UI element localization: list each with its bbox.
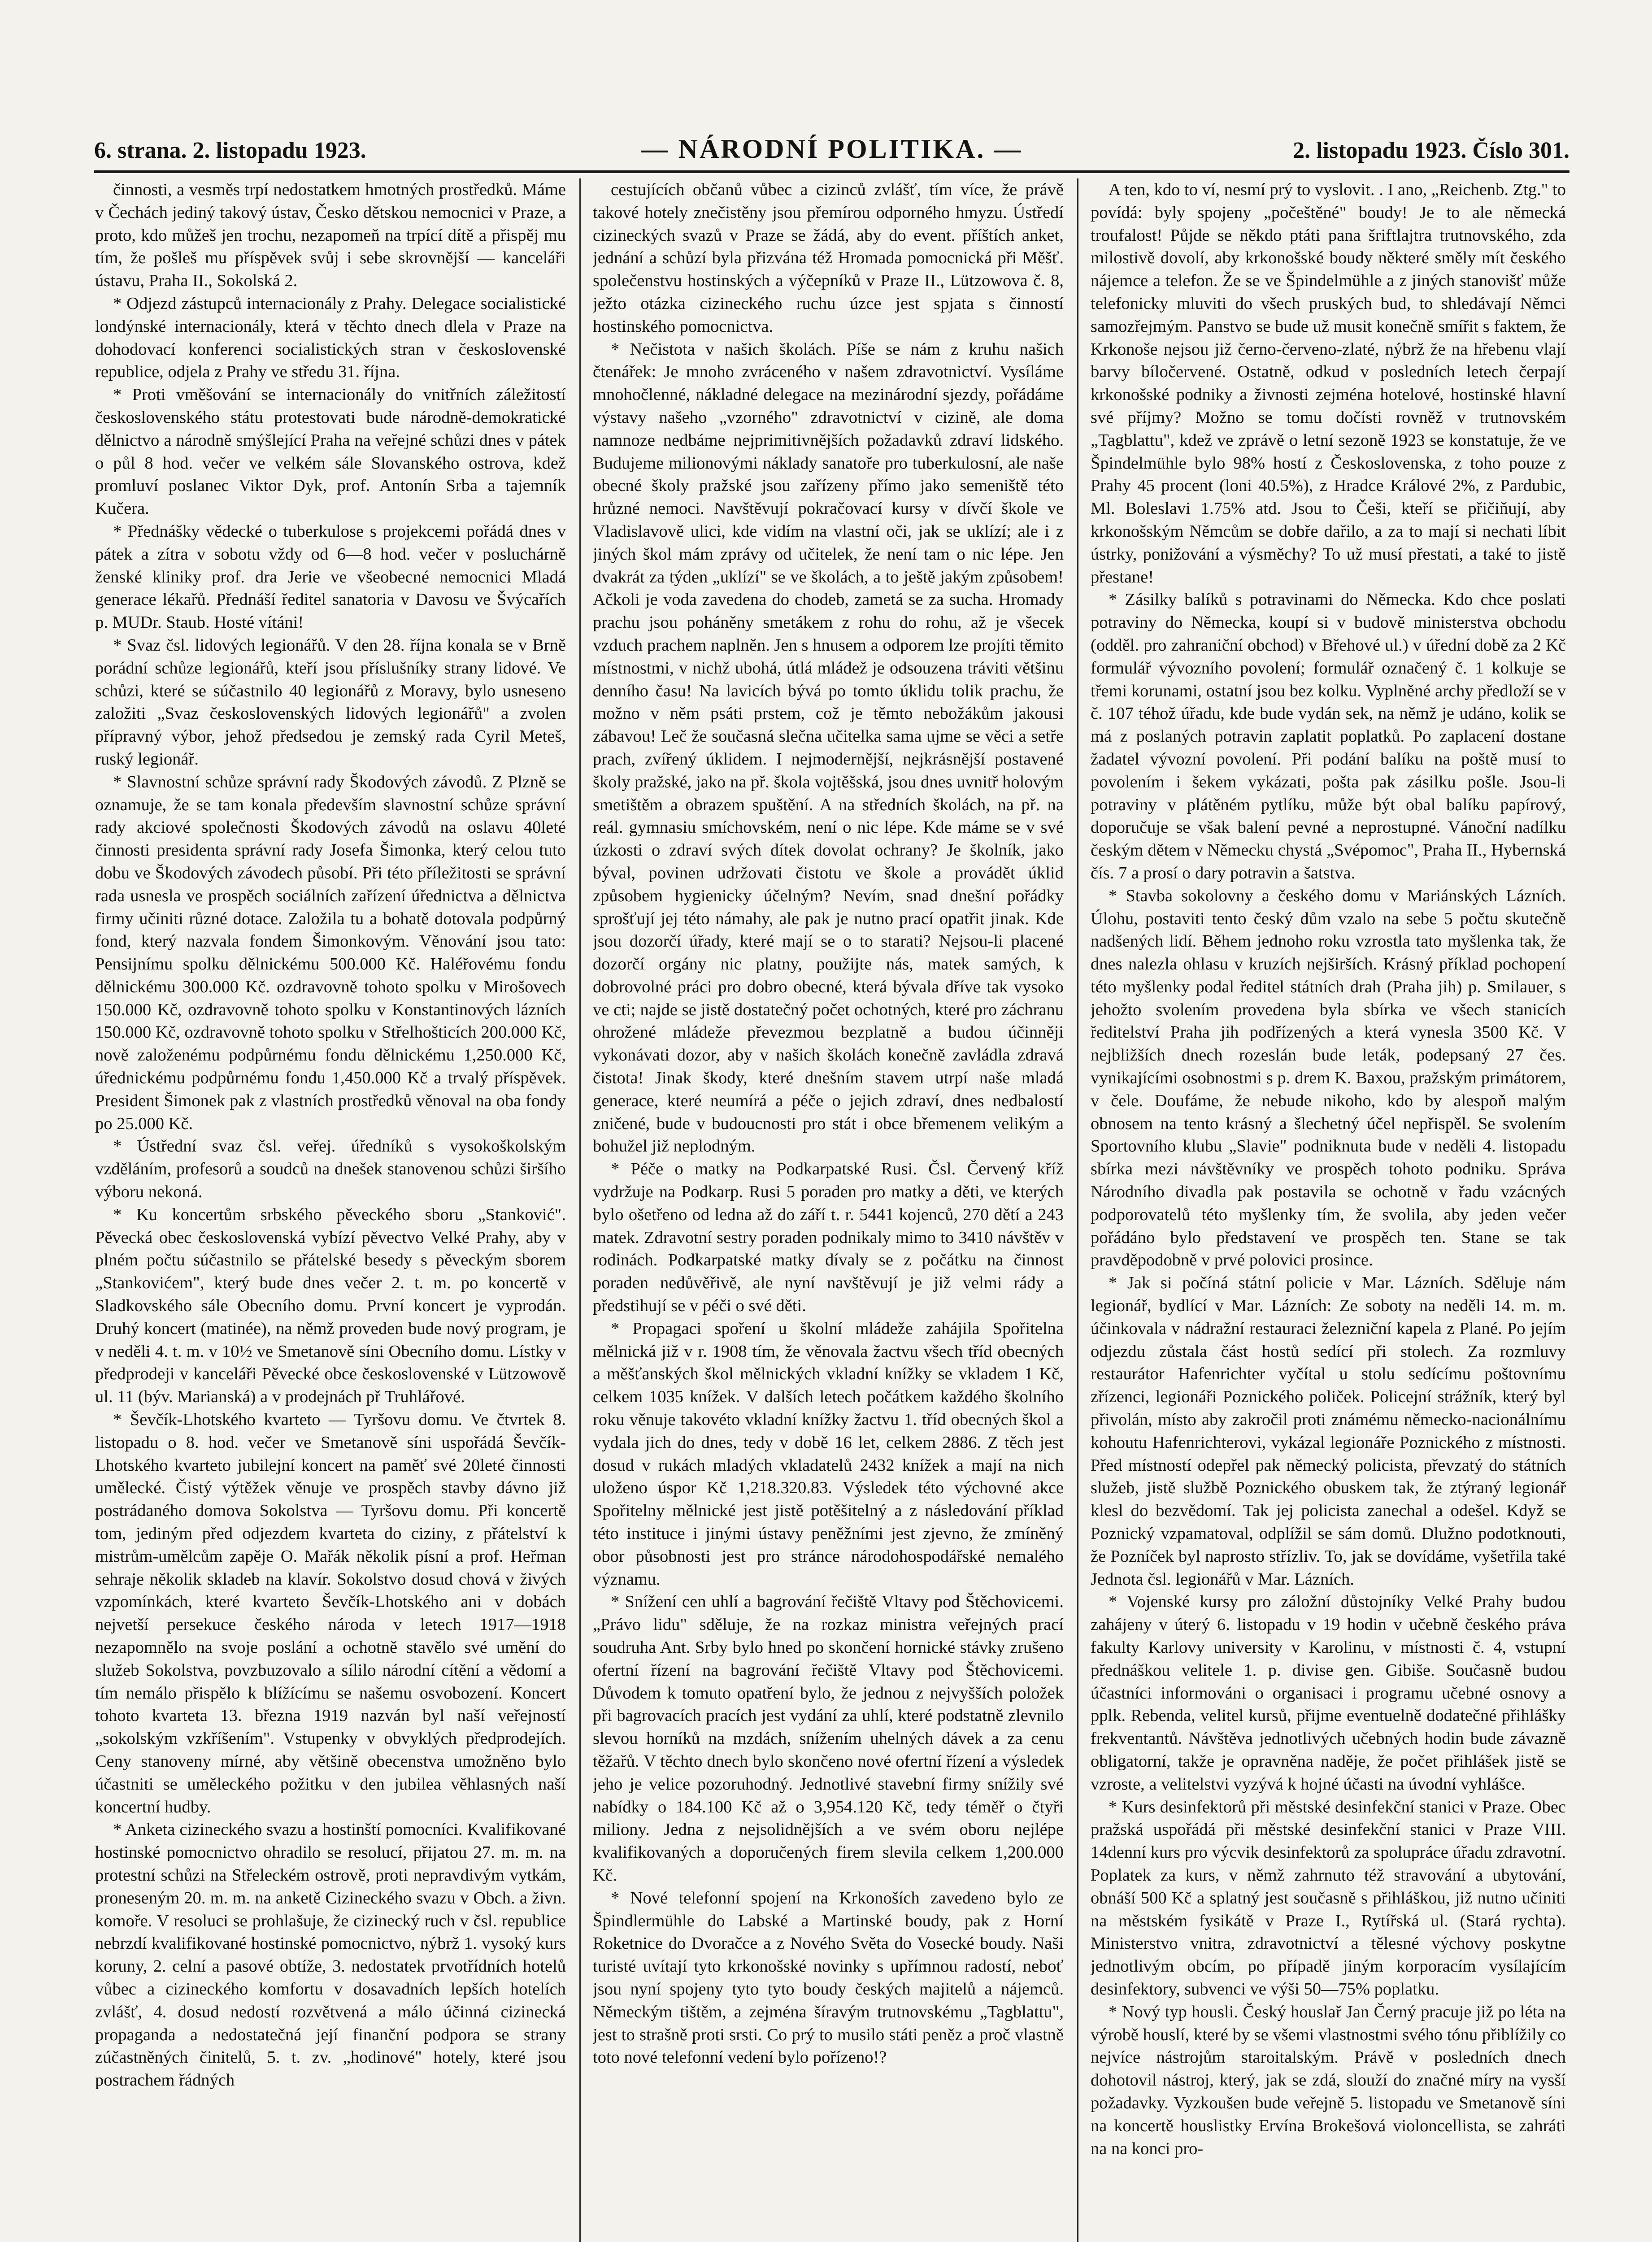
header-rule (94, 170, 1569, 173)
article-paragraph: * Ku koncertům srbského pěveckého sboru „Stanković". Pěvecká obec československá vybízí pěvectvo Velké Prahy, aby v plném počtu súčastnilo se přátelské besedy s pěveckým sborem „Stankovićem", který bude dnes večer 2. t. m. po koncertě v Sladkovského sále Obecního domu. První koncert je vyprodán. Druhý koncert (matinée), na němž proveden bude nový program, je v neděli 4. t. m. v 10½ ve Smetanově síni Obecního domu. Lístky v předprodeji v kanceláři Pěvecké obce československé v Lützowově ul. 11 (býv. Marianská) a v prodejnách př Truhlářové. (95, 1205, 566, 1407)
article-paragraph: * Snížení cen uhlí a bagrování řečiště Vltavy pod Štěchovicemi. „Právo lidu" sděluje, že na rozkaz ministra veřejných prací soudruha Ant. Srby bylo hned po skončení hornické stávky zrušeno ofertní řízení na bagrování řečiště Vltavy pod Štěchovicemi. Důvodem k tomuto opatření bylo, že jednou z nejvyšších položek při bagrovacích pracích jest vydání za uhlí, které podstatně zlevnilo slevou horníků na mzdách, snížením uhelných dávek a za cenu těžařů. V těchto dnech bylo skončeno nové ofertní řízení a výsledek jeho je velice pozoruhodný. Jednotlivé stavební firmy snížily své nabídky o 184.100 Kč až o 3,954.120 Kč, tedy téměř o čtyři miliony. Jedna z nejsolidnějších a ve svém oboru nejlépe kvalifikovaných a doporučených firem slevila celkem 1,200.000 Kč. (593, 1592, 1064, 1885)
article-paragraph: * Slavnostní schůze správní rady Škodových závodů. Z Plzně se oznamuje, že se tam konala především slavnostní schůze správní rady akciové společnosti Škodových závodů na oslavu 40leté činnosti presidenta správní rady Josefa Šimonka, který celou tuto dobu ve Škodových závodech působí. Při této příležitosti se správní rada usnesla ve prospěch sociálních zařízení úřednictva a dělnictva firmy učiniti různé dotace. Založila tu a bohatě dotovala podpůrný fond, který nazvala fondem Šimonkovým. Věnování jsou tato: Pensijnímu spolku dělnickému 500.000 Kč. Haléřovému fondu dělnickému 300.000 Kč. ozdravovně tohoto spolku v Mirošovech 150.000 Kč, ozdravovně tohoto spolku v Konstantinových lázních 150.000 Kč, ozdravovně tohoto spolku v Střelhošticích 200.000 Kč, nově založenému podpůrnému fondu dělnickému 1,250.000 Kč, úřednickému podpůrnému fondu 1,450.000 Kč a trvalý příspěvek. President Šimonek pak z vlastních prostředků věnoval na oba fondy po 25.000 Kč. (95, 772, 566, 1133)
header-page-date: 6. strana. 2. listopadu 1923. (94, 138, 366, 163)
article-paragraph: cestujících občanů vůbec a cizinců zvlášť, tím více, že právě takové hotely znečistěny jsou přemírou odporného hmyzu. Ústředí cizineckých svazů v Praze se žádá, aby do event. příštích anket, jednání a schůzí byla přizvána též Hromada pomocnická při Měšť. společenstvu hostinských a výčepníků v Praze II., Lützowova č. 8, ježto otázka cizineckého ruchu úzce jest spjata s činností hostinského pomocnictva. (593, 180, 1064, 336)
article-paragraph: * Anketa cizineckého svazu a hostinští pomocníci. Kvalifikované hostinské pomocnictvo ohradilo se resolucí, přijatou 27. m. m. na protestní schůzi na Střeleckém ostrově, proti nepravdivým vytkám, proneseným 20. m. m. na anketě Cizineckého svazu v Obch. a živn. komoře. V resoluci se prohlašuje, že cizinecký ruch v čsl. republice nebrzdí kvalifikované hostinské pomocnictvo, nýbrž 1. vysoký kurs koruny, 2. celní a pasové obtíže, 3. nedostatek prvotřídních hotelů vůbec a cizineckého komfortu v dosavadních lepších hotelích zvlášť, 4. dosud nedostí rozvětvená a málo účinná cizinecká propaganda a nedostatečná její finanční podpora se strany zúčastněných činitelů, 5. t. zv. „hodinové" hotely, které jsou postrachem řádných (95, 1820, 566, 2090)
article-paragraph: činnosti, a vesměs trpí nedostatkem hmotných prostředků. Máme v Čechách jediný takový ústav, Česko dětskou nemocnici v Praze, a proto, kdo můžeš jen trochu, nezapomeň na trpící dítě a přispěj mu tím, že pošleš mu příspěvek svůj i sebe skrovnější — kanceláři ústavu, Praha II., Sokolská 2. (95, 180, 566, 291)
newspaper-title: — NÁRODNÍ POLITIKA. — (641, 134, 1023, 164)
article-paragraph: * Zásilky balíků s potravinami do Německa. Kdo chce poslati potraviny do Německa, koupí si v budově ministerstva obchodu (odděl. pro zahraniční obchod) v Břehové ul.) v úřední době za 2 Kč formulář vývozního povolení; formulář označený č. 1 kolkuje se třemi korunami, ostatní jsou bez kolku. Vyplněné archy předloží se v č. 107 téhož úřadu, kde bude vydán sek, na němž je udáno, kolik se má z poslaných potravin zaplatit poplatků. Po zaplacení dostane žadatel vývozní povolení. Při podání balíku na poště musí to povolením i šekem vykázati, pošta pak zásilku pošle. Jsou-li potraviny v plátěném pytlíku, může být obal balíku papírový, doporučuje se však balení pevné a neprostupné. Vánoční nadílku českým dětem v Německu chystá „Svépomoc", Praha II., Hybernská čís. 7 a prosí o dary potravin a šatstva. (1091, 590, 1566, 882)
column-3 (1091, 178, 1566, 2242)
article-paragraph: * Nové telefonní spojení na Krkonoších zavedeno bylo ze Špindlermühle do Labské a Martinské boudy, pak z Horní Roketnice do Dvoračce a z Nového Světa do Vosecké boudy. Naši turisté uvítají tyto krkonošské novinky s upřímnou radostí, neboť jsou nyní spojeny tyto tyto boudy českých majitelů a nájemců. Německým tištěm, a zejména šíravým trutnovskému „Tagblattu", jest to strašně proti srsti. Co prý to musilo státi peněz a proč vlastně toto nové telefonní vedení bylo pořízeno!? (593, 1888, 1064, 2067)
article-paragraph: * Jak si počíná státní policie v Mar. Lázních. Sděluje nám legionář, bydlící v Mar. Lázních: Ze soboty na neděli 14. m. m. účinkovala v nádražní restauraci železniční kapela z Plané. Po jejím odjezdu zůstala část hostů sedící při stolech. Za rozmluvy restaurátor Hafenrichter vyčítal u stolu sedícímu poštovnímu zřízenci, legionáři Poznického poliček. Policejní strážník, který byl přivolán, místo aby zakročil proti známému německo-nacionálnímu kohoutu Hafenrichterovi, vykázal legionáře Poznického z místnosti. Před místností odepřel pak německý policista, převzatý do státních služeb, jistě službě Poznického obuskem tak, že ztýraný legionář klesl do bezvědomí. Tak jej policista zanechal a odešel. Když se Poznický vzpamatoval, odplížil se sám domů. Dlužno podotknouti, že Pozníček byl naprosto střízliv. To, jak se dovídáme, vyšetřila také Jednota čsl. legionářů v Mar. Lázních. (1091, 1273, 1566, 1589)
article-paragraph: * Ševčík-Lhotského kvarteto — Tyršovu domu. Ve čtvrtek 8. listopadu o 8. hod. večer ve Smetanově síni uspořádá Ševčík-Lhotského kvarteto jubilejní koncert na paměť své 20leté činnosti umělecké. Čistý výtěžek věnuje ve prospěch stavby dávno již postrádaného domova Sokolstva — Tyršovu domu. Při koncertě tom, jediným před odjezdem kvarteta do ciziny, z přátelství k mistrům-umělcům zapěje O. Mařák několik písní a prof. Heřman sehraje několik skladeb na klavír. Sokolstvo dosud chová v živých vzpomínkách, které kvarteto Ševčík-Lhotského ani v dobách nejvetší persekuce českého národa v letech 1917—1918 nezapomnělo na svoje poslání a ochotně stavělo své umění do služeb Sokolstva, povzbuzovalo a sílilo národní cítění a vědomí a tím nemálo přispělo k blížícímu se našemu osvobození. Koncert tohoto kvarteta 13. března 1919 nazván byl naší veřejností „sokolským vzkříšením". Vstupenky v obvyklých předprodejích. Ceny stanoveny mírné, aby většině obecenstva umožněno bylo účastniti se uměleckého požitku v den jubilea věhlasných naší koncertní hudby. (95, 1410, 566, 1816)
article-paragraph: * Péče o matky na Podkarpatské Rusi. Čsl. Červený kříž vydržuje na Podkarp. Rusi 5 poraden pro matky a děti, ve kterých bylo ošetřeno od ledna až do září t. r. 5441 kojenců, 270 dětí a 243 matek. Zdravotní sestry poraden podnikaly mimo to 3410 návštěv v rodinách. Podkarpatské matky dívaly se z počátku na činnost poraden nedůvěřivě, ale nyní navštěvují je již velmi rády a předstihují se v péči o své děti. (593, 1160, 1064, 1316)
article-paragraph: A ten, kdo to ví, nesmí prý to vyslovit. . I ano, „Reichenb. Ztg." to povídá: byly spojeny „počeštěné" boudy! Je to ale německá troufalost! Půjde se někdo ptáti pana šriftlajtra trutnovského, zda milostivě dovolí, aby krkonošské boudy některé směly mít českého nájemce a telefon. Že se ve Špindelmühle a z jiných stanovišť může telefonicky mluviti do všech pruských bud, to shledávají Němci samozřejmým. Panstvo se bude už musit konečně smířit s faktem, že Krkonoše nejsou již černo-červeno-zlaté, nýbrž že na hřebenu vlají barvy bíločervené. Ostatně, odkud v posledních letech čerpají krkonošské podniky a živnosti zejména hotelové, hostinské hlavní své příjmy? Možno se tomu dočísti rovněž v trutnovském „Tagblattu", kdež ve zprávě o letní sezoně 1923 se konstatuje, že ve Špindelmühle bylo 98% hostí z Československa, z toho pouze z Prahy 45 procent (loni 40.5%), z Hradce Králové 2%, z Pardubic, Ml. Boleslavi 1.75% atd. Jsou to Češi, kteří se přičiňují, aby krkonošským Němcům se dobře dařilo, a za to mají si nechati líbit ústrky, ponižování a výsměchy? To už musí přestati, a také to jistě přestane! (1091, 180, 1566, 587)
article-paragraph: * Kurs desinfektorů při městské desinfekční stanici v Praze. Obec pražská uspořádá při městské desinfekční stanici v Praze VIII. 14denní kurs pro výcvik desinfektorů za spolupráce úřadu zdravotní. Poplatek za kurs, v němž zahrnuto též stravování a ubytování, obnáší 500 Kč a splatný jest současně s přihláškou, již nutno učiniti na městském fysikátě v Praze I., Rytířská ul. (Stará rychta). Ministerstvo vnitra, zdravotnictví a tělesné výchovy poskytne jednotlivým obcím, po případě jiným korporacím vysílajícím desinfektory, subvenci ve výši 50—75% poplatku. (1091, 1797, 1566, 1999)
page-header (94, 134, 1569, 166)
header-date-issue: 2. listopadu 1923. Číslo 301. (1293, 138, 1569, 163)
article-paragraph: * Propagaci spoření u školní mládeže zahájila Spořitelna mělnická již v r. 1908 tím, že věnovala žactvu všech tříd obecných a měšťanských škol mělnických vkladní knížky se vkladem 1 Kč, celkem 1035 knížek. V dalších letech počátkem každého školního roku věnuje takovéto vkladní knížky žactvu 1. tříd obecných škol a vydala jich do dnes, tedy v době 16 let, celkem 2886. Z těch jest dosud v rukách mladých vkladatelů 2432 knížek a mají na nich uloženo úspor Kč 1,218.320.83. Výsledek této výchovné akce Spořitelny mělnické jest jistě potěšitelný a z následování příklad této instituce i jinými ústavy peněžními jest zjevno, že zmíněný obor působnosti jest pro stránce národohospodářské nemalého významu. (593, 1319, 1064, 1589)
article-paragraph: * Nový typ housli. Český houslař Jan Černý pracuje již po léta na výrobě houslí, které by se všemi vlastnostmi svého tónu přiblížily co nejvíce nástrojům staroitalským. Právě v posledních dnech dohotovil nástroj, který, jak se zdá, slouží do značné míry na vysší požadavky. Vyzkoušen bude veřejně 5. listopadu ve Smetanově síni na koncertě houslistky Ervína Brokešová violoncellista, se zahráti na na konci pro- (1091, 2002, 1566, 2158)
article-paragraph: * Vojenské kursy pro záložní důstojníky Velké Prahy budou zahájeny v úterý 6. listopadu v 19 hodin v učebně českého práva fakulty Karlovy university v Karolinu, v místnosti č. 4, vstupní přednáškou velitele 1. p. divise gen. Gibiše. Současně budou účastníci informováni o organisaci i programu učebné osnovy a pplk. Rebenda, velitel kursů, přijme eventuelně dodatečné přihlášky frekventantů. Návštěva jednotlivých učebných hodin bude závazně obligatorní, takže je opravněna naděje, že počet přihlášek jistě se vzroste, a velitelstvi vyzývá k hojné účasti na úvodní vyhlášce. (1091, 1592, 1566, 1794)
article-paragraph: * Stavba sokolovny a českého domu v Mariánských Lázních. Úlohu, postaviti tento český dům vzalo na sebe 5 počtu skutečně nadšených lidí. Během jednoho roku vzrostla tato myšlenka tak, že dnes nalezla ohlasu v kruzích nejširších. Krásný příklad pochopení této myšlenky podal ředitel státních drah (Praha jih) p. Smilauer, s jehožto svolením provedena byla sbírka ve všech stanicích ředitelství Praha jih podřízených a která vynesla 3500 Kč. V nejbližších dnech rozeslán bude leták, podepsaný 27 čes. vynikajícími osobnostmi s p. drem K. Baxou, pražským primátorem, v čele. Doufáme, že nebude nikoho, kdo by alespoň malým obnosem na tento krásný a šlechetný účel nepřispěl. Se svolením Sportovního klubu „Slavie" podniknuta bude v neděli 4. listopadu sbírka mezi návštěvníky ve prospěch tohoto podniku. Správa Národního divadla pak postavila se ochotně v řadu vzácných podporovatelů této myšlenky tím, že svolila, aby jeden večer pořádáno bylo představení ve prospěch ten. Stane se tak pravděpodobně v prvé polovici prosince. (1091, 886, 1566, 1270)
article-paragraph: * Odjezd zástupců internacionály z Prahy. Delegace socialistické londýnské internacionály, která v těchto dnech dlela v Praze na dohodovací konferenci socialistických stran v československé republice, odjela z Prahy ve středu 31. října. (95, 294, 566, 382)
article-paragraph: * Ústřední svaz čsl. veřej. úředníků s vysokoškolským vzděláním, profesorů a soudců na dnešek stanovenou schůzi širšího výboru nekoná. (95, 1137, 566, 1202)
column-divider (579, 178, 581, 2242)
column-divider (1077, 178, 1078, 2242)
column-2 (593, 178, 1064, 2242)
article-paragraph: * Svaz čsl. lidových legionářů. V den 28. října konala se v Brně porádní schůze legionářů, kteří jsou příslušníky strany lidové. Ve schůzi, které se súčastnilo 40 legionářů z Moravy, bylo usneseno založiti „Svaz československých lidových legionářů" a zvolen přípravný výbor, jehož předsedou je zemský rada Cyril Meteš, ruský legionář. (95, 635, 566, 769)
article-paragraph: * Nečistota v našich školách. Píše se nám z kruhu našich čtenářek: Je mnoho zvráceného v našem zdravotnictví. Vysíláme mnohočlenné, nákladné delegace na mezinárodní sjezdy, pořádáme výstavy našeho „vzorného" zdravotnictví v cizině, ale doma namnoze nedbáme nejprimitivnějších požadavků zdraví lidského. Budujeme milionovými náklady sanatoře pro tuberkulosní, ale naše obecné školy pražské jsou zařízeny přímo jako semeniště této hrůzné nemoci. Navštěvují pokračovací kursy v dívčí škole ve Vladislavově ulici, kde vidím na vlastní oči, jak se uklízí; ale i z jiných škol mám zprávy od učitelek, že není tam o nic lépe. Jen dvakrát za týden „uklízí" se ve školách, a to ještě jakým způsobem! Ačkoli je voda zavedena do chodeb, zametá se za sucha. Hromady prachu jsou poháněny smetákem z rohu do rohu, až je všecek vzduch prachem naplněn. Jen s hnusem a odporem lze projíti těmito místnostmi, v nichž ubohá, útlá mládež je odsouzena tráviti většinu denního času! Na lavicích bývá po tomto úklidu tolik prachu, že možno v něm psáti prstem, což je těmto nebožákům jakousi zábavou! Leč že současná slečna učitelka sama ujme se věci a setře prach, zvířený úklidem. I nejmodernější, nejkrásnější postavené školy pražské, jako na př. škola vojtěšská, jsou dnes uvnitř holovým smetištěm a obrazem spuštění. A na středních školách, na př. na reál. gymnasiu smíchovském, není o nic lépe. Kde máme se v své úzkosti o zdraví svých dítek dovolat ochrany? Je školník, jako býval, povinen udržovati čistotu ve škole a provádět úklid způsobem hygienicky účelným? Nevím, snad dnešní pořádky sprošťují jej této námahy, ale pak je nutno prací opatřit jinak. Kde jsou dozorčí úřady, které mají se o to starati? Nejsou-li placené dozorčí orgány nic platny, použijte nás, matek samých, k dobrovolné práci pro dobro obecné, která bývala dříve tak vysoko ve cti; najde se jistě dostatečný počet ochotných, které pro záchranu ohrožené mládeže převezmou bezplatně a budou účinněji vykonávati dozor, aby v našich školách konečně zavládla zdravá čistota! Jinak škody, které dnešním stavem utrpí naše mladá generace, které neumírá a péče o jejich zdraví, dnes nedbalostí zničené, bude v budoucnosti pro stát i obce břemenem velikým a bohužel již neplodným. (593, 339, 1064, 1156)
column-1 (95, 178, 566, 2242)
article-paragraph: * Proti vměšování se internacionály do vnitřních záležitostí československého státu protestovati bude národně-demokratické dělnictvo a národně smýšlející Praha na veřejné schůzi dnes v pátek o půl 8 hod. večer ve velkém sále Slovanského ostrova, kdež promluví poslanec Viktor Dyk, prof. Antonín Srba a tajemník Kučera. (95, 385, 566, 518)
article-paragraph: * Přednášky vědecké o tuberkulose s projekcemi pořádá dnes v pátek a zítra v sobotu vždy od 6—8 hod. večer v posluchárně ženské kliniky prof. dra Jerie ve všeobecné nemocnici Mladá generace lékařů. Přednáší ředitel sanatoria v Davosu ve Švýcařích p. MUDr. Staub. Hosté vítáni! (95, 521, 566, 632)
